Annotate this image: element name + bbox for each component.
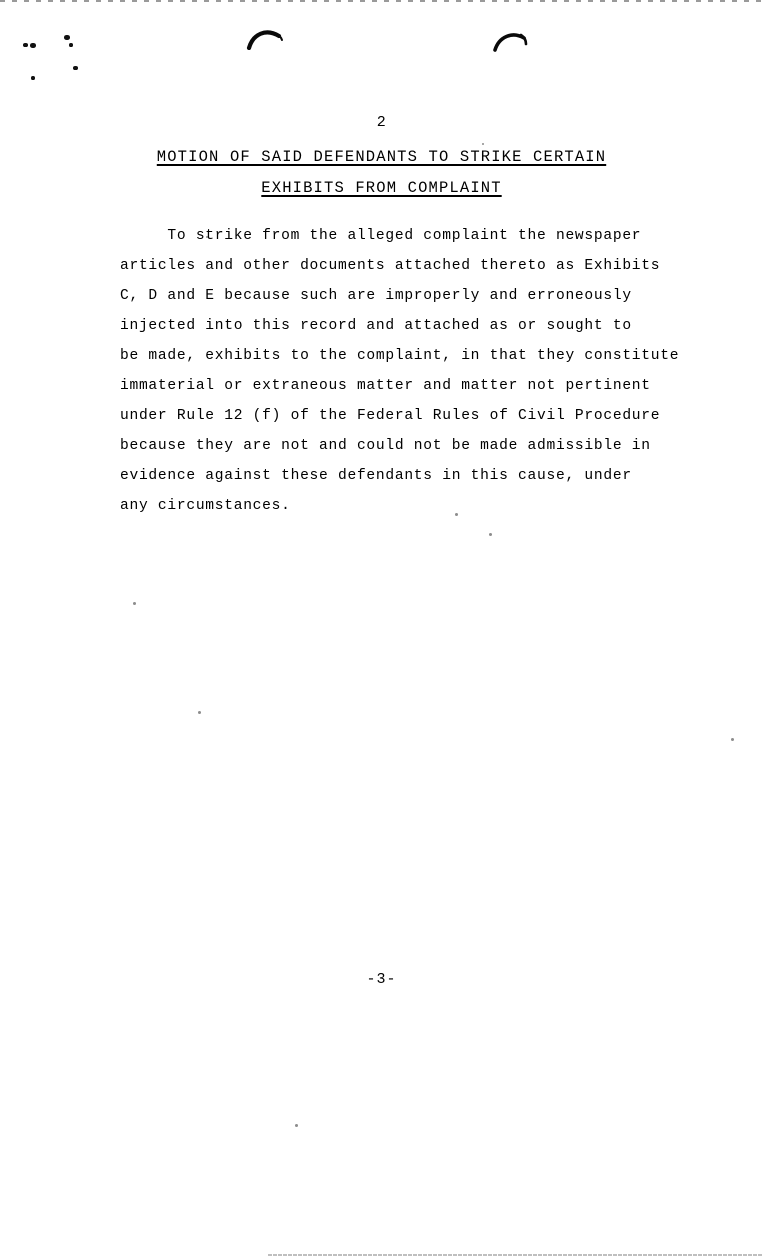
top-folio-number: 2 [376, 114, 387, 131]
ink-arc-right-icon [492, 28, 532, 52]
body-line: evidence against these defendants in this cause, under [120, 468, 632, 484]
body-line: C, D and E because such are improperly and erroneously [120, 288, 632, 304]
footer-page-number: -3- [366, 971, 397, 988]
heading-line-1-text: MOTION OF SAID DEFENDANTS TO STRIKE CERTAIN [156, 148, 607, 166]
scan-speck-faint [489, 533, 492, 536]
ink-arc-left-icon [246, 26, 286, 50]
heading-line-2 [0, 173, 763, 204]
scan-speck [31, 76, 35, 80]
body-line: because they are not and could not be made admissible in [120, 438, 651, 454]
scan-speck [64, 35, 70, 40]
scan-speck [73, 66, 78, 70]
body-line: be made, exhibits to the complaint, in that they constitute [120, 348, 680, 364]
scan-speck-faint [731, 738, 734, 741]
scan-speck [23, 43, 28, 47]
scan-bottom-edge-line [268, 1254, 763, 1256]
scan-speck-faint [198, 711, 201, 714]
body-line: under Rule 12 (f) of the Federal Rules of Civil Procedure [120, 408, 661, 424]
scan-top-edge-line [0, 0, 763, 2]
body-line: injected into this record and attached as or sought to [120, 318, 632, 334]
body-line: any circumstances. [120, 498, 291, 514]
heading-line-2-text: EXHIBITS FROM COMPLAINT [261, 179, 502, 197]
scan-speck-faint [295, 1124, 298, 1127]
body-line: To strike from the alleged complaint the newspaper [120, 228, 642, 244]
scan-speck [30, 43, 36, 48]
document-heading [0, 142, 763, 204]
scan-speck-faint [133, 602, 136, 605]
body-paragraph [120, 221, 680, 521]
scan-speck [69, 43, 73, 47]
body-line: articles and other documents attached thereto as Exhibits [120, 258, 661, 274]
heading-line-1 [0, 142, 763, 173]
body-line: immaterial or extraneous matter and matter not pertinent [120, 378, 651, 394]
